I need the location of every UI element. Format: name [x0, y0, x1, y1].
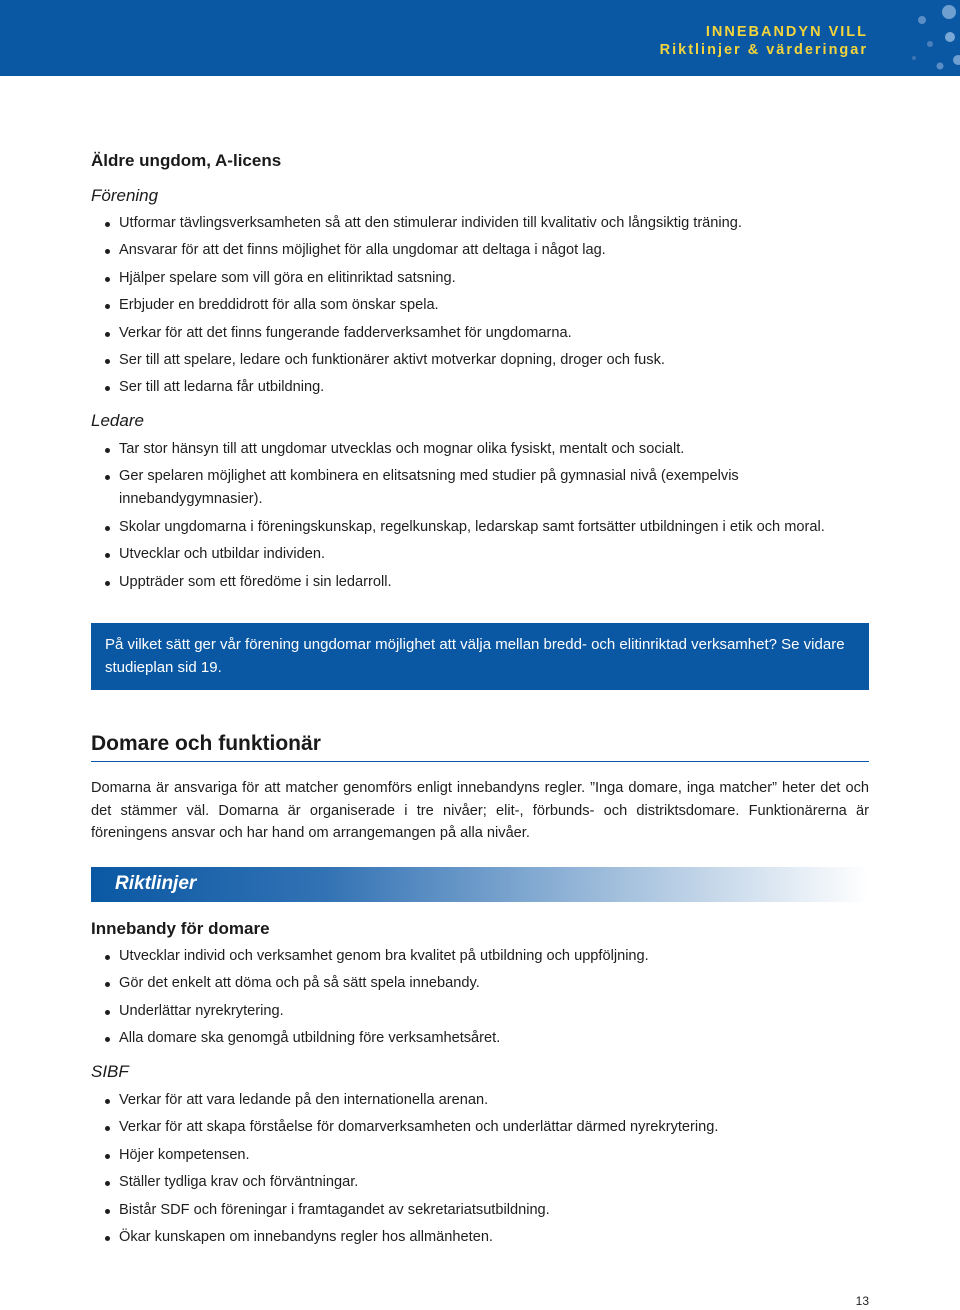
- decorative-dots-graphic: [870, 0, 960, 76]
- domare-list: [91, 945, 869, 1055]
- list-item: Höjer kompetensen.: [91, 1144, 869, 1167]
- list-item: Ger spelaren möjlighet att kombinera en elitsatsning med studier på gymnasial nivå (exempelvis innebandygymnasier).: [91, 465, 869, 511]
- list-item: Ansvarar för att det finns möjlighet för alla ungdomar att deltaga i något lag.: [91, 239, 869, 262]
- list-item: Uppträder som ett föredöme i sin ledarroll.: [91, 571, 869, 594]
- forening-list: [91, 212, 869, 404]
- header-title: [660, 23, 868, 59]
- list-item: Ser till att ledarna får utbildning.: [91, 376, 869, 399]
- list-item: Verkar för att vara ledande på den internationella arenan.: [91, 1089, 869, 1112]
- list-item: Alla domare ska genomgå utbildning före verksamhetsåret.: [91, 1027, 869, 1050]
- header-title-line2: Riktlinjer & värderingar: [659, 42, 868, 58]
- list-item: Verkar för att skapa förståelse för domarverksamheten och underlättar därmed nyrekrytering.: [91, 1116, 869, 1139]
- page-number: 13: [855, 1294, 869, 1308]
- list-item: Underlättar nyrekrytering.: [91, 1000, 869, 1023]
- list-item: Utformar tävlingsverksamheten så att den stimulerar individen till kvalitativ och långsiktig träning.: [91, 212, 869, 235]
- callout-question-box: På vilket sätt ger vår förening ungdomar möjlighet att välja mellan bredd- och elitinriktad verksamhet? Se vidare studieplan sid 19.: [91, 623, 869, 690]
- list-item: Gör det enkelt att döma och på så sätt spela innebandy.: [91, 972, 869, 995]
- list-item: Erbjuder en breddidrott för alla som önskar spela.: [91, 294, 869, 317]
- riktlinjer-banner-label: Riktlinjer: [115, 873, 197, 894]
- list-item: Utvecklar individ och verksamhet genom bra kvalitet på utbildning och uppföljning.: [91, 945, 869, 968]
- header-title-line1: INNEBANDYN VILL: [705, 24, 868, 40]
- heading-divider: [91, 761, 869, 762]
- domare-paragraph: Domarna är ansvariga för att matcher genomförs enligt innebandyns regler. ”Inga domare, inga matcher” heter det och det stämmer väl. Domarna är organiserade i tre nivåer; elit-, förbunds- och distriktsdomare. Funktionärerna är föreningens ansvar och har hand om arrangemangen på alla nivåer.: [91, 780, 869, 842]
- section-heading-innebandy-for-domare: Innebandy för domare: [91, 919, 270, 938]
- list-item: Tar stor hänsyn till att ungdomar utvecklas och mognar olika fysiskt, mentalt och socialt.: [91, 438, 869, 461]
- subheading-forening: Förening: [91, 186, 159, 205]
- list-item: Ökar kunskapen om innebandyns regler hos allmänheten.: [91, 1226, 869, 1249]
- section-heading-domare: Domare och funktionär: [91, 732, 321, 755]
- ledare-list: [91, 438, 869, 598]
- list-item: Verkar för att det finns fungerande fadderverksamhet för ungdomarna.: [91, 322, 869, 345]
- list-item: Utvecklar och utbildar individen.: [91, 543, 869, 566]
- page-header: [0, 0, 960, 76]
- riktlinjer-banner: [91, 867, 869, 902]
- list-item: Ser till att spelare, ledare och funktionärer aktivt motverkar dopning, droger och fusk.: [91, 349, 869, 372]
- list-item: Skolar ungdomarna i föreningskunskap, regelkunskap, ledarskap samt fortsätter utbildningen i etik och moral.: [91, 516, 869, 539]
- list-item: Ställer tydliga krav och förväntningar.: [91, 1171, 869, 1194]
- subheading-sibf: SIBF: [91, 1062, 129, 1081]
- sibf-list: [91, 1089, 869, 1253]
- list-item: Bistår SDF och föreningar i framtagandet av sekretariatsutbildning.: [91, 1199, 869, 1222]
- list-item: Hjälper spelare som vill göra en elitinriktad satsning.: [91, 267, 869, 290]
- section-heading-aldre-ungdom: Äldre ungdom, A-licens: [91, 151, 282, 170]
- subheading-ledare: Ledare: [91, 411, 144, 430]
